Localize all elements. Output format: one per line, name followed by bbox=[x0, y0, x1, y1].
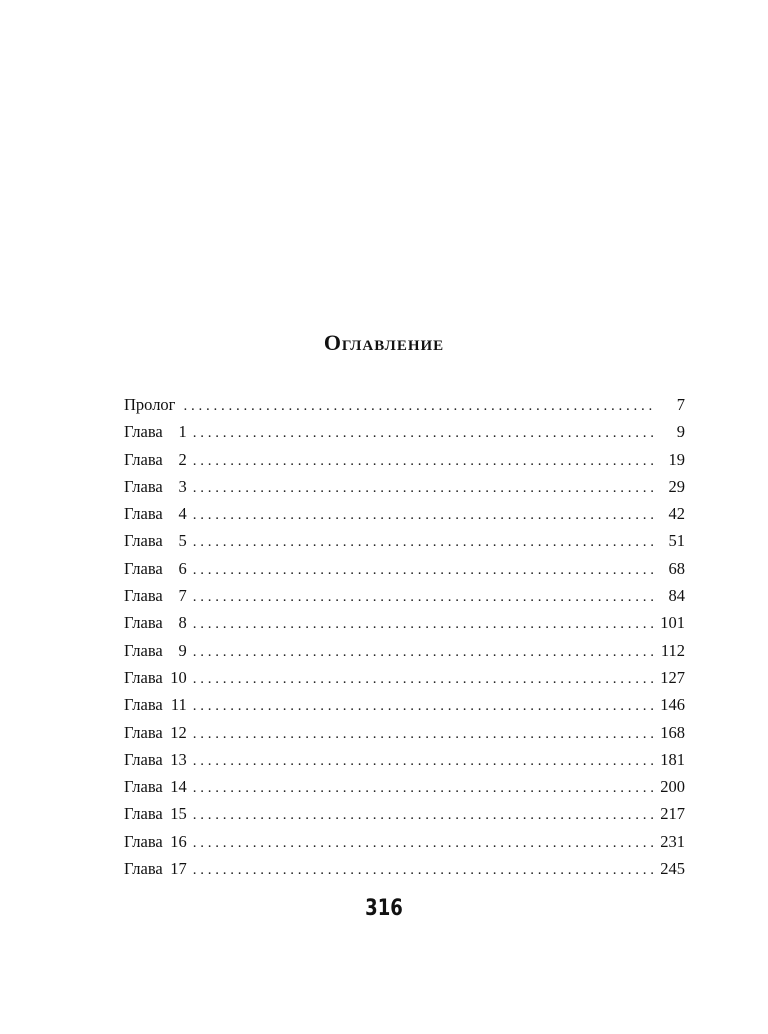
toc-entry bbox=[124, 446, 685, 473]
toc-entry bbox=[124, 500, 685, 527]
toc-entry-leader-dots bbox=[193, 639, 653, 666]
toc-entry-leader-dots bbox=[193, 666, 653, 693]
toc-entry-label bbox=[124, 637, 187, 664]
toc-entry bbox=[124, 391, 685, 418]
toc-entry-chapter-number: 9 bbox=[178, 640, 187, 660]
toc-entry-label bbox=[124, 418, 187, 445]
toc-entry-chapter-number: 13 bbox=[170, 749, 187, 769]
toc-entry-word: Глава bbox=[124, 749, 163, 769]
toc-entry-leader-dots bbox=[193, 557, 653, 584]
toc-entry-chapter-number: 3 bbox=[178, 476, 187, 496]
toc-entry-chapter-number: 12 bbox=[170, 722, 187, 742]
toc-entry-word: Глава bbox=[124, 476, 163, 496]
toc-entry-word: Глава bbox=[124, 722, 163, 742]
toc-entry-label bbox=[124, 527, 187, 554]
toc-entry-leader-dots bbox=[193, 448, 653, 475]
toc-entry-chapter-number: 11 bbox=[170, 695, 187, 715]
toc-entry-label bbox=[124, 800, 187, 827]
toc-entry-page-number: 68 bbox=[668, 558, 685, 578]
toc-entry-label bbox=[124, 473, 187, 500]
toc-entry bbox=[124, 418, 685, 445]
toc-entry-chapter-number: 15 bbox=[170, 804, 187, 824]
toc-entry-label bbox=[124, 391, 177, 418]
toc-entry-label bbox=[124, 828, 187, 855]
toc-entry-word: Глава bbox=[124, 640, 163, 660]
toc-entry-label bbox=[124, 500, 187, 527]
toc-entry-page-number: 112 bbox=[660, 640, 685, 660]
toc-entry-word: Глава bbox=[124, 558, 163, 578]
toc-entry-page-number: 127 bbox=[660, 667, 685, 687]
toc-entry-page-number: 84 bbox=[668, 586, 685, 606]
toc-entry-leader-dots bbox=[193, 475, 653, 502]
toc-entry bbox=[124, 773, 685, 800]
toc-entry bbox=[124, 609, 685, 636]
toc-entry-word: Глава bbox=[124, 586, 163, 606]
toc-entry-leader-dots bbox=[193, 857, 653, 884]
toc-entry-word: Глава bbox=[124, 831, 163, 851]
toc-entry-leader-dots bbox=[193, 721, 653, 748]
toc-entry-word: Глава bbox=[124, 449, 163, 469]
toc-entry-page-number: 231 bbox=[660, 831, 685, 851]
toc-entry-page-number: 101 bbox=[660, 613, 685, 633]
toc-entry-chapter-number: 6 bbox=[178, 558, 187, 578]
toc-entry-leader-dots bbox=[193, 529, 653, 556]
toc-entry-page-number: 42 bbox=[668, 504, 685, 524]
toc-entry-chapter-number: 5 bbox=[178, 531, 187, 551]
toc-entry-leader-dots bbox=[193, 802, 653, 829]
toc-entry-page-number: 245 bbox=[660, 859, 685, 879]
toc-entry-word: Глава bbox=[124, 504, 163, 524]
toc-entry-leader-dots bbox=[193, 584, 653, 611]
toc-entry-leader-dots bbox=[193, 830, 653, 857]
toc-entry-word: Глава bbox=[124, 695, 163, 715]
toc-entry-chapter-number: 16 bbox=[170, 831, 187, 851]
toc-entry bbox=[124, 691, 685, 718]
toc-entry-label bbox=[124, 773, 187, 800]
toc-entry-label bbox=[124, 582, 187, 609]
toc-entry-page-number: 19 bbox=[668, 449, 685, 469]
toc-entry-chapter-number: 4 bbox=[178, 504, 187, 524]
toc-entry-page-number: 7 bbox=[676, 395, 685, 414]
toc-entry-chapter-number: 7 bbox=[178, 586, 187, 606]
toc-entry-leader-dots bbox=[183, 393, 653, 420]
toc-list bbox=[124, 391, 685, 882]
toc-entry-label bbox=[124, 555, 187, 582]
toc-entry-page-number: 51 bbox=[668, 531, 685, 551]
toc-entry-label bbox=[124, 691, 187, 718]
toc-entry-label bbox=[124, 664, 187, 691]
toc-entry bbox=[124, 746, 685, 773]
toc-entry-page-number: 217 bbox=[660, 804, 685, 824]
page-number: 316 bbox=[365, 896, 403, 921]
toc-entry bbox=[124, 719, 685, 746]
toc-entry bbox=[124, 637, 685, 664]
toc-entry-page-number: 200 bbox=[660, 777, 685, 797]
toc-entry-page-number: 9 bbox=[676, 422, 685, 442]
toc-entry-page-number: 146 bbox=[660, 695, 685, 715]
toc-entry-label bbox=[124, 746, 187, 773]
toc-entry-word: Глава bbox=[124, 777, 163, 797]
toc-entry-page-number: 168 bbox=[660, 722, 685, 742]
toc-entry-word: Пролог bbox=[124, 395, 176, 414]
toc-entry-word: Глава bbox=[124, 667, 163, 687]
toc-entry-label bbox=[124, 446, 187, 473]
toc-entry-chapter-number: 2 bbox=[178, 449, 187, 469]
toc-entry-leader-dots bbox=[193, 611, 653, 638]
toc-entry bbox=[124, 855, 685, 882]
toc-entry bbox=[124, 527, 685, 554]
toc-entry-chapter-number: 17 bbox=[170, 859, 187, 879]
toc-entry bbox=[124, 473, 685, 500]
toc-entry bbox=[124, 828, 685, 855]
toc-entry bbox=[124, 800, 685, 827]
toc-entry-word: Глава bbox=[124, 531, 163, 551]
toc-entry bbox=[124, 664, 685, 691]
toc-entry-label bbox=[124, 855, 187, 882]
toc-entry-leader-dots bbox=[193, 420, 653, 447]
toc-entry-word: Глава bbox=[124, 804, 163, 824]
toc-entry-label bbox=[124, 719, 187, 746]
toc-entry-chapter-number: 10 bbox=[170, 667, 187, 687]
toc-entry-page-number: 29 bbox=[668, 476, 685, 496]
toc-entry-chapter-number: 1 bbox=[178, 422, 187, 442]
toc-entry-leader-dots bbox=[193, 693, 653, 720]
toc-entry bbox=[124, 555, 685, 582]
toc-entry bbox=[124, 582, 685, 609]
toc-entry-leader-dots bbox=[193, 775, 653, 802]
toc-title: Оглавление bbox=[323, 330, 445, 355]
toc-entry-word: Глава bbox=[124, 422, 163, 442]
toc-entry-word: Глава bbox=[124, 859, 163, 879]
toc-entry-word: Глава bbox=[124, 613, 163, 633]
toc-entry-chapter-number: 14 bbox=[170, 777, 187, 797]
toc-entry-label bbox=[124, 609, 187, 636]
toc-entry-page-number: 181 bbox=[660, 749, 685, 769]
toc-entry-leader-dots bbox=[193, 502, 653, 529]
toc-entry-chapter-number: 8 bbox=[178, 613, 187, 633]
toc-entry-leader-dots bbox=[193, 748, 653, 775]
